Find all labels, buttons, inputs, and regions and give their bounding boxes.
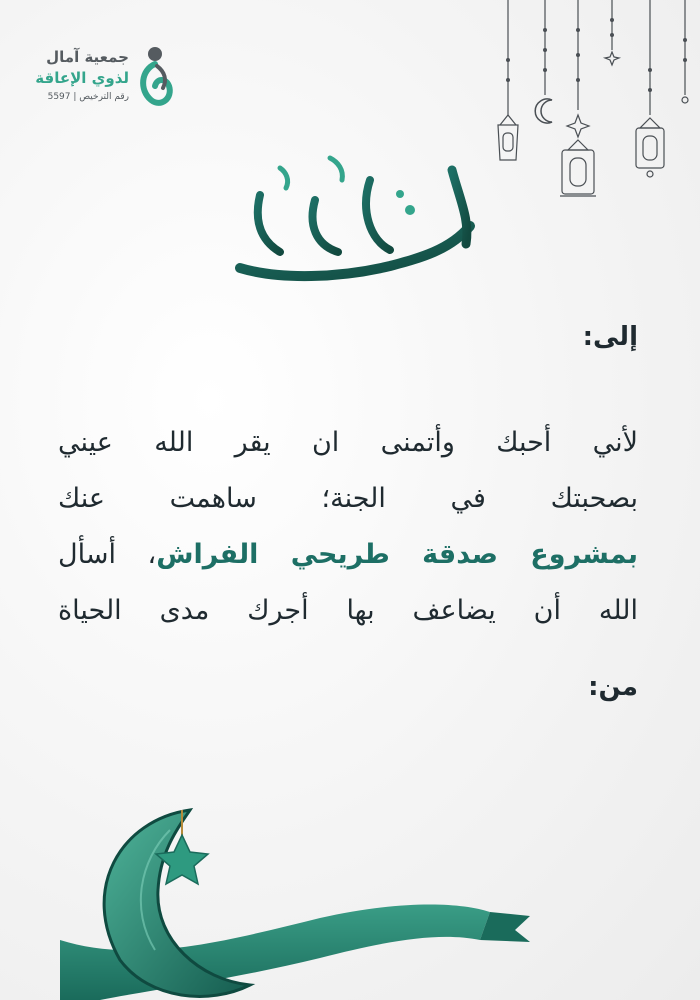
logo-name-line2: لذوي الإعاقة <box>35 69 129 87</box>
message-line-3 <box>58 527 638 583</box>
message-line-2: بصحبتك في الجنة؛ ساهمت عنك <box>58 483 638 514</box>
title-calligraphy <box>220 140 490 290</box>
from-label: من: <box>588 672 638 702</box>
organization-logo <box>35 42 175 112</box>
dedication-message <box>58 415 638 639</box>
message-line-4: الله أن يضاعف بها أجرك مدى الحياة <box>58 595 638 626</box>
project-name-highlight: بمشروع صدقة طريحي الفراش <box>156 539 639 570</box>
hanging-lanterns-icon <box>490 0 700 210</box>
logo-mark-icon <box>135 42 175 108</box>
logo-name-line1: جمعية آمال <box>46 48 129 66</box>
to-label: إلى: <box>582 322 638 352</box>
message-line-3-rest: ، أسأل <box>58 539 157 570</box>
message-line-1: لأني أحبك وأتمنى ان يقر الله عيني <box>58 427 638 458</box>
license-number: رقم الترخيص | 5597 <box>47 92 129 102</box>
crescent-moon-icon <box>60 790 700 1000</box>
